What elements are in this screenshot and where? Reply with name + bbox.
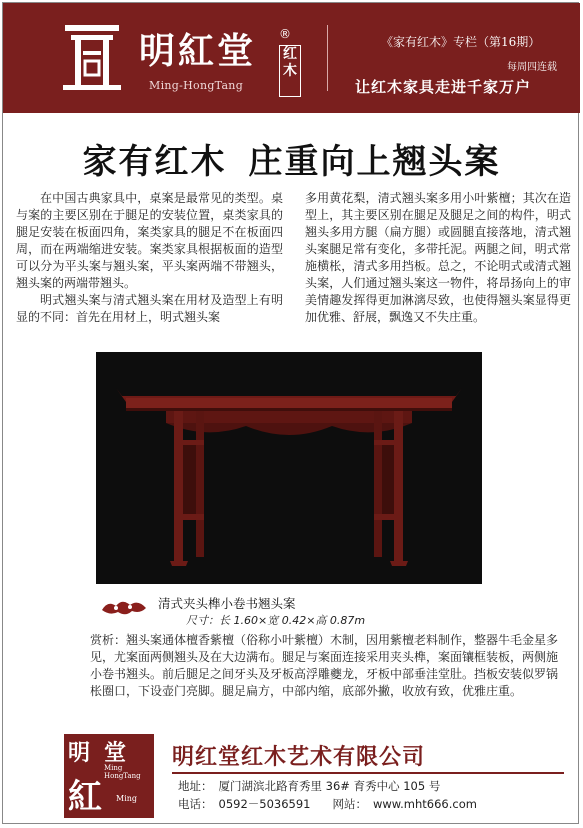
paragraph-2: 明式翘头案与清式翘头案在用材及造型上有明显的不同：首先在用材上，明式翘头案 xyxy=(16,293,283,324)
appreciation-text: 赏析：翘头案通体檀香紫檀（俗称小叶紫檀）木制，因用紫檀老料制作，整器牛毛金星多见，尤案面两侧翘头及在大边满布。腿足与案面连接采用夹头榫，案面镶框装板，两侧施小卷书翘头。前后腿足之间牙头及牙板高浮雕夔龙，牙板中部垂洼堂肚。挡板安装似罗锅枨圈口，下设壶门亮脚。腿足扁方，中部内缩，底部外撇，收放有致，优雅庄重。 xyxy=(90,633,559,698)
web-label: 网站： xyxy=(332,797,367,811)
cloud-ribbon-icon xyxy=(100,596,148,618)
footer-logo xyxy=(64,734,154,818)
paragraph-3: 多用黄花梨，清式翘头案多用小叶紫檀；其次在造型上，其主要区别在腿足及腿足之间的构件，明式翘头多用方腿（扁方腿）或圆腿直接落地，清式翘头案腿足常有变化，多带托泥。两腿之间，明式常施横枨，清式多用挡板。总之，不论明式或清式翘头案，人们通过翘头案这一物件，将昂扬向上的审美情趣发挥得更加淋漓尽致，也使得翘头案显得更加优雅、舒展，飘逸又不失庄重。 xyxy=(305,191,571,324)
header-band xyxy=(3,3,580,113)
footer-logo-english: Ming HongTang xyxy=(104,764,141,780)
weekly-note: 每周四连载 xyxy=(507,62,557,73)
headline-part-2: 庄重向上翘头案 xyxy=(248,142,501,182)
column-label: 《家有红木》专栏（第16期） xyxy=(381,35,541,49)
slogan: 让红木家具走进千家万户 xyxy=(355,78,532,96)
headline-part-1: 家有红木 xyxy=(82,142,227,182)
article-column-right xyxy=(305,190,571,326)
headline xyxy=(0,134,583,183)
contact-line xyxy=(178,796,477,812)
caption-title: 清式夹头榫小卷书翘头案 xyxy=(158,596,296,611)
website-link[interactable]: www.mht666.com xyxy=(372,797,477,811)
address-label: 地址： xyxy=(178,779,213,793)
caption-size: 尺寸：长 1.60×宽 0.42×高 0.87m xyxy=(186,614,366,627)
footer-logo-english-2: Ming xyxy=(116,794,138,803)
article-column-left xyxy=(16,190,283,326)
address-line xyxy=(178,778,440,794)
phone: 0592－5036591 xyxy=(218,797,311,811)
footer-logo-char-1: 明 xyxy=(68,740,91,766)
brand-name: 明紅堂 xyxy=(139,30,257,72)
brand-logo-icon xyxy=(61,21,123,93)
registered-mark: ® xyxy=(279,27,291,41)
footer-logo-char-2: 紅 xyxy=(68,777,102,817)
paragraph-1: 在中国古典家具中，桌案是最常见的类型。桌与案的主要区别在于腿足的安装位置，桌类家具的腿足安装在板面四角，案类家具的腿足不在板面四周，而在两端缩进安装。案类家具根据板面的造型可以分为平头案与翘头案，平头案两端不带翘头，翘头案的两端带翘头。 xyxy=(16,191,283,290)
footer-rule xyxy=(172,772,564,774)
furniture-photo xyxy=(96,352,482,584)
header-divider xyxy=(327,25,328,91)
footer-logo-char-3: 堂 xyxy=(104,740,127,766)
company-name: 明红堂红木艺术有限公司 xyxy=(172,745,426,770)
seal-stamp: 红木 xyxy=(279,45,301,97)
brand-name-english: Ming-HongTang xyxy=(149,79,244,92)
address: 厦门湖滨北路育秀里 36# 育秀中心 105 号 xyxy=(218,779,441,793)
phone-label: 电话： xyxy=(178,797,213,811)
